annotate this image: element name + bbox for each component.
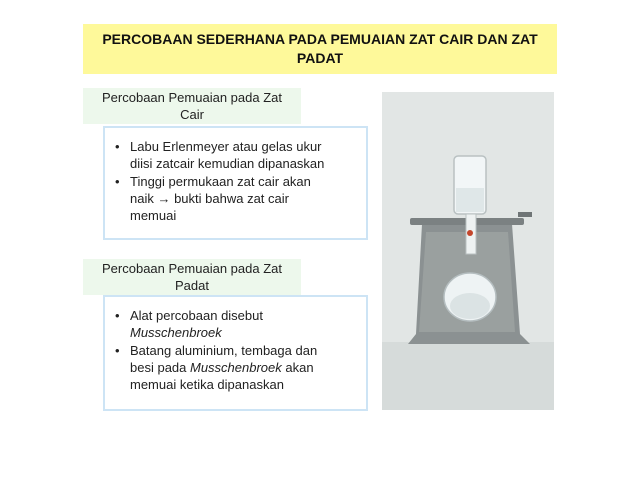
red-marker [467,230,473,236]
bullet-dot: • [115,174,120,189]
section-label-liquid [83,88,301,124]
bullet-item [113,138,360,172]
bullet-text: memuai [130,208,177,223]
slide-title [83,24,557,74]
stand-lever [518,212,532,217]
bullet-dot: • [115,343,120,358]
bullet-box-solid [103,295,368,411]
bullet-text: bukti bahwa zat cair [170,191,289,206]
bullet-text: Labu Erlenmeyer atau gelas ukur [130,139,322,154]
section-label-solid [83,259,301,295]
bullet-item [113,342,360,393]
bullet-text-italic: Musschenbroek [190,360,282,375]
bullet-text: naik [130,191,158,206]
bullet-item [113,307,360,341]
flask-liquid [450,293,490,319]
bullet-text: Tinggi permukaan zat cair akan [130,174,311,189]
bullet-text: diisi zatcair kemudian dipanaskan [130,156,325,171]
bullet-text: besi pada [130,360,190,375]
bullet-text: Batang aluminium, tembaga dan [130,343,318,358]
section-label-liquid-line1: Percobaan Pemuaian pada Zat [102,90,282,105]
bullet-dot: • [115,308,120,323]
section-label-solid-line2: Padat [175,278,209,293]
bullet-text-italic: Musschenbroek [130,325,222,340]
lab-apparatus-photo [382,92,554,410]
section-label-solid-line1: Percobaan Pemuaian pada Zat [102,261,282,276]
bullet-text: memuai ketika dipanaskan [130,377,284,392]
bullet-dot: • [115,139,120,154]
beaker-liquid [456,188,484,212]
slide-title-line2: PADAT [296,50,344,66]
bullet-box-liquid [103,126,368,240]
lab-apparatus-illustration [382,92,554,410]
bullet-text: Alat percobaan disebut [130,308,263,323]
slide-title-line1: PERCOBAAN SEDERHANA PADA PEMUAIAN ZAT CAIR DAN ZAT [102,31,538,47]
section-label-liquid-line2: Cair [180,107,204,122]
bullet-item [113,173,360,224]
arrow-icon: → [157,191,171,206]
bullet-text: akan [281,360,314,375]
